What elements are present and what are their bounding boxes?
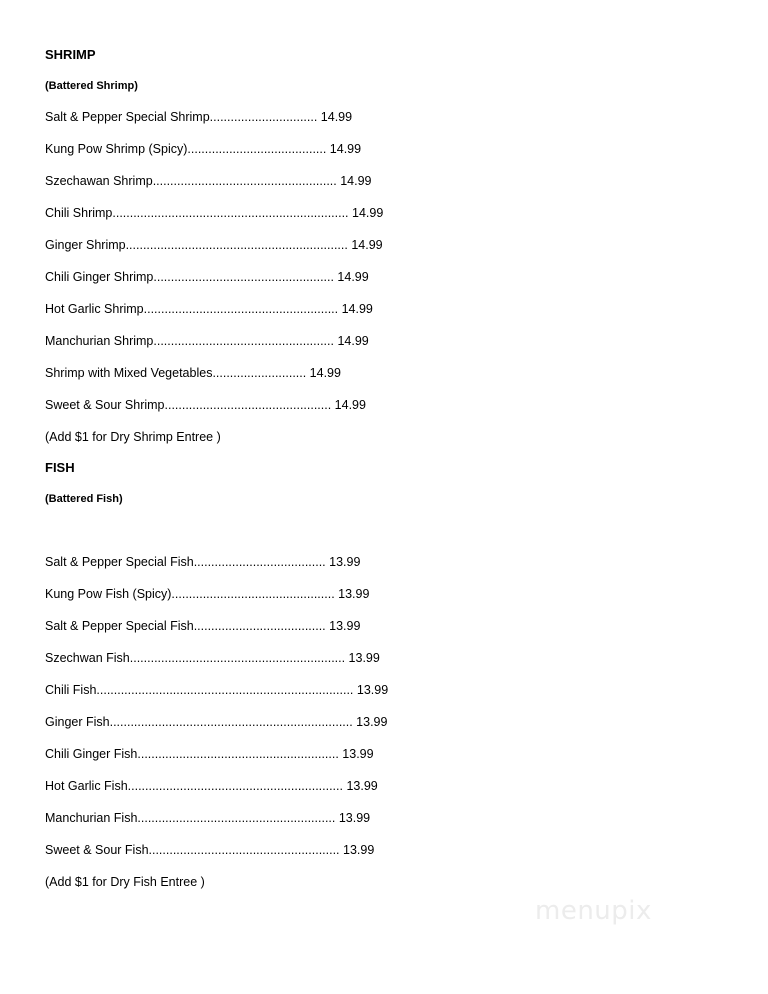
- menu-item: Salt & Pepper Special Shrimp............................... 14.99: [45, 110, 353, 124]
- menu-item: Shrimp with Mixed Vegetables........................... 14.99: [45, 366, 341, 380]
- menu-item: Kung Pow Shrimp (Spicy)........................................ 14.99: [45, 142, 362, 156]
- menu-item: Chili Shrimp.................................................................... 14.99: [45, 206, 384, 220]
- menu-item: Sweet & Sour Shrimp................................................ 14.99: [45, 398, 366, 412]
- menu-item: Szechawan Shrimp..................................................... 14.99: [45, 174, 372, 188]
- shrimp-heading: SHRIMP: [45, 47, 96, 62]
- menu-item: Manchurian Fish......................................................... 13.99: [45, 811, 371, 825]
- menu-item: Salt & Pepper Special Fish...................................... 13.99: [45, 619, 361, 633]
- shrimp-note: (Add $1 for Dry Shrimp Entree ): [45, 430, 221, 444]
- menu-item: Ginger Shrimp................................................................ 14.99: [45, 238, 383, 252]
- menu-item: Szechwan Fish.............................................................. 13.99: [45, 651, 380, 665]
- menu-item: Manchurian Shrimp.................................................... 14.99: [45, 334, 369, 348]
- shrimp-subheading: (Battered Shrimp): [45, 80, 138, 92]
- fish-note: (Add $1 for Dry Fish Entree ): [45, 875, 205, 889]
- menu-item: Chili Ginger Shrimp.................................................... 14.99: [45, 270, 369, 284]
- menu-item: Chili Ginger Fish.......................................................... 13.99: [45, 747, 374, 761]
- fish-heading: FISH: [45, 460, 75, 475]
- menu-item: Kung Pow Fish (Spicy)............................................... 13.99: [45, 587, 370, 601]
- menu-item: Hot Garlic Shrimp........................................................ 14.99: [45, 302, 373, 316]
- fish-subheading: (Battered Fish): [45, 493, 123, 505]
- menu-item: Chili Fish.......................................................................... 13.99: [45, 683, 389, 697]
- menu-item: Sweet & Sour Fish....................................................... 13.99: [45, 843, 375, 857]
- watermark-logo: menupix: [535, 896, 652, 926]
- menu-item: Salt & Pepper Special Fish...................................... 13.99: [45, 555, 361, 569]
- menu-item: Hot Garlic Fish.............................................................. 13.99: [45, 779, 378, 793]
- menu-item: Ginger Fish...................................................................... 13.99: [45, 715, 388, 729]
